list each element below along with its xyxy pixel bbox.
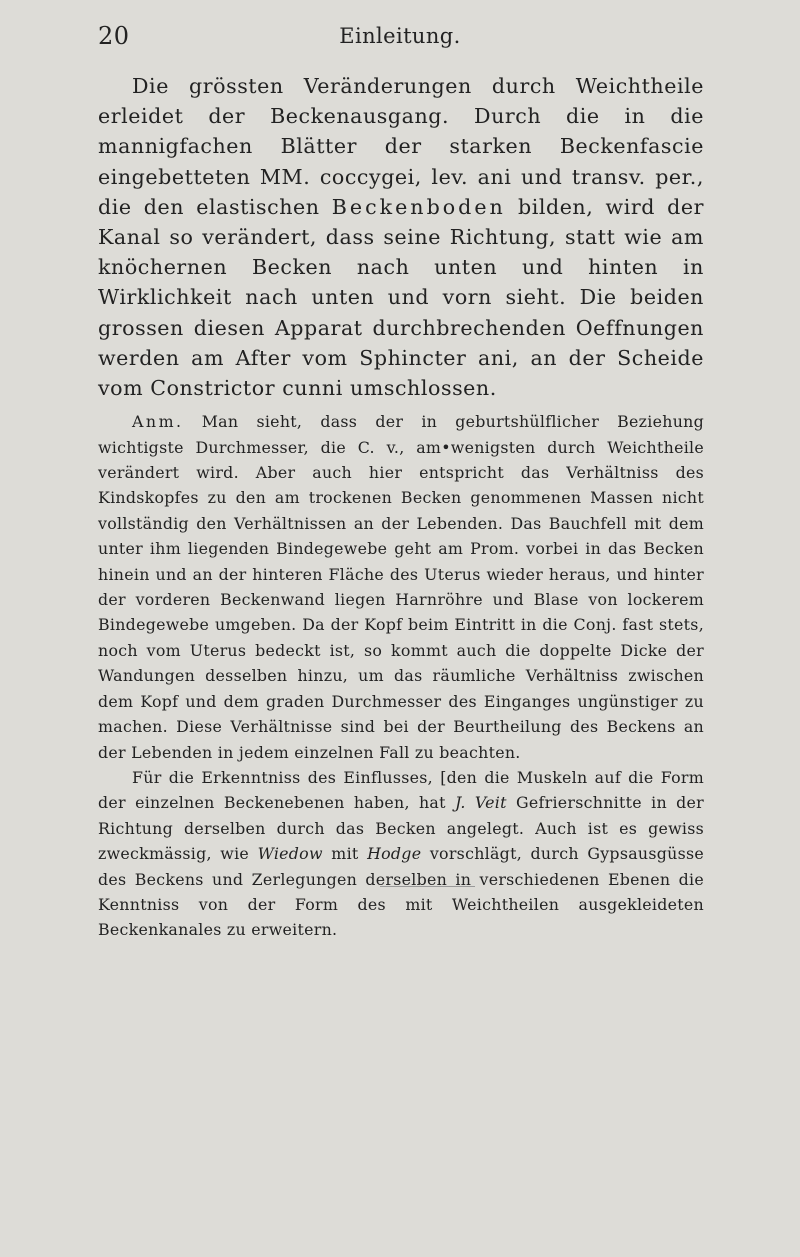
author-wiedow: Wiedow [257,844,323,864]
note-text-1: Für die Erkenntniss des Einflusses, [den die Muskeln auf die Form der einzelnen Beckenebenen haben, hat [98,767,704,813]
note-text-3: mit [322,844,368,864]
main-paragraph-text-2: bilden, wird der Kanal so verändert, dass seine Richtung, statt wie am knöchernen Becken nach unten und hinten in Wirklichkeit nach unten und vorn sieht. Die beiden grossen diesen Apparat durchbrechenden Oeffnungen werden am After vom Sphincter ani, an der Scheide vom Constrictor cunni umschlossen. [98,194,705,401]
main-paragraph-spaced-term: Beckenboden [331,194,506,219]
body-text [98,71,704,943]
end-rule [380,886,475,887]
main-paragraph [98,71,704,403]
running-title: Einleitung. [339,24,461,48]
author-hodge: Hodge [367,844,422,864]
annotation-paragraph [98,409,704,765]
note-text-2: Gefrierschnitte in der Richtung derselben durch das Becken angelegt. Auch ist es gewiss zweckmässig, wie [98,793,704,864]
note-text-4: vorschlägt, durch Gypsausgüsse des Beckens und Zerlegungen derselben in verschiedenen Ebenen die Kenntniss von der Form des mit Weichtheilen ausgekleideten Beckenkanales zu erweitern. [98,844,704,940]
annotation-label: Anm. [132,412,184,432]
note-paragraph [98,765,704,943]
author-veit: J. Veit [454,793,507,813]
annotation-text: Man sieht, dass der in geburtshülflicher Beziehung wichtigste Durchmesser, die C. v., am•wenigsten durch Weichtheile verändert wird. Aber auch hier entspricht das Verhältniss des Kindskopfes zu den am trockenen Becken genommenen Massen nicht vollständig den Verhältnissen an der Lebenden. Das Bauchfell mit dem unter ihm liegenden Bindegewebe geht am Prom. vorbei in das Becken hinein und an der hinteren Fläche des Uterus wieder heraus, und hinter der vorderen Beckenwand liegen Harnröhre und Blase von lockerem Bindegewebe umgeben. Da der Kopf beim Eintritt in die Conj. fast stets, noch vom Uterus bedeckt ist, so kommt auch die doppelte Dicke der Wandungen desselben hinzu, um das räumliche Verhältniss zwischen dem Kopf und dem graden Durchmesser des Einganges ungünstiger zu machen. Diese Verhältnisse sind bei der Beurtheilung des Beckens an der Lebenden in jedem einzelnen Fall zu beachten. [98,412,704,762]
page-number: 20 [98,22,130,50]
page-header [98,22,702,52]
main-paragraph-text-1: Die grössten Veränderungen durch Weichtheile erleidet der Beckenausgang. Durch die in die mannigfachen Blätter der starken Beckenfascie eingebetteten MM. coccygei, lev. ani und transv. per., die den elastischen [98,74,704,219]
